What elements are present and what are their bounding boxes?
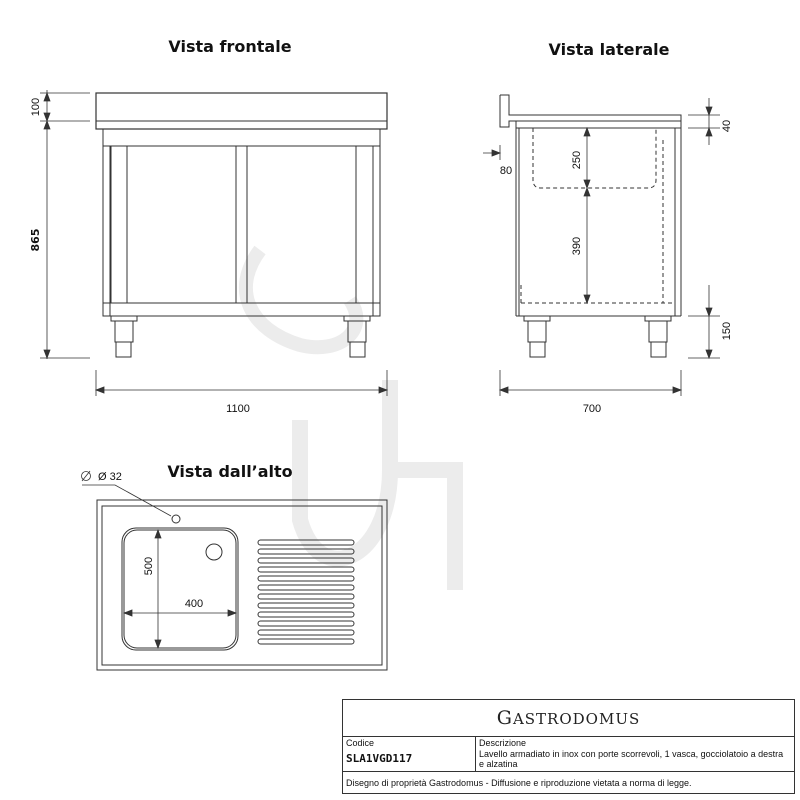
side-dim-250: 250: [571, 150, 583, 170]
title-block: [342, 699, 795, 794]
top-dim-500: 500: [143, 556, 155, 576]
codice-cell: [343, 736, 476, 772]
side-dim-700: 700: [582, 403, 602, 415]
top-view: [97, 500, 387, 670]
watermark-logo: [246, 250, 455, 590]
brand-initial: G: [496, 707, 513, 729]
description-value: Lavello armadiato in inox con porte scorrevoli, 1 vasca, gocciolatoio a destra e alzatina: [479, 749, 784, 769]
front-dim-865: 865: [29, 228, 42, 252]
side-view-title: Vista laterale: [548, 40, 670, 59]
front-view-title: Vista frontale: [168, 37, 292, 56]
top-dim-400: 400: [184, 598, 204, 610]
description-cell: [476, 736, 794, 772]
side-dim-390: 390: [571, 236, 583, 256]
brand-name: [497, 707, 641, 729]
side-view: [500, 95, 681, 357]
brand-header: [343, 700, 794, 737]
codice-label: Codice: [346, 738, 375, 748]
codice-value: SLA1VGD117: [346, 752, 413, 765]
front-view: [96, 93, 387, 357]
top-view-title: Vista dall’alto: [167, 462, 293, 481]
brand-rest: ASTRODOMUS: [512, 710, 641, 728]
front-dim-1100: 1100: [226, 403, 250, 415]
front-dim-100: 100: [30, 97, 42, 117]
hole-diameter-label: Ø 32: [98, 471, 122, 483]
description-label: Descrizione: [479, 738, 527, 748]
side-dim-150: 150: [721, 321, 733, 341]
side-dim-80: 80: [499, 165, 513, 177]
footer-note: Disegno di proprietà Gastrodomus - Diffusione e riproduzione vietata a norma di legge.: [346, 778, 692, 788]
side-dim-40: 40: [721, 119, 733, 133]
